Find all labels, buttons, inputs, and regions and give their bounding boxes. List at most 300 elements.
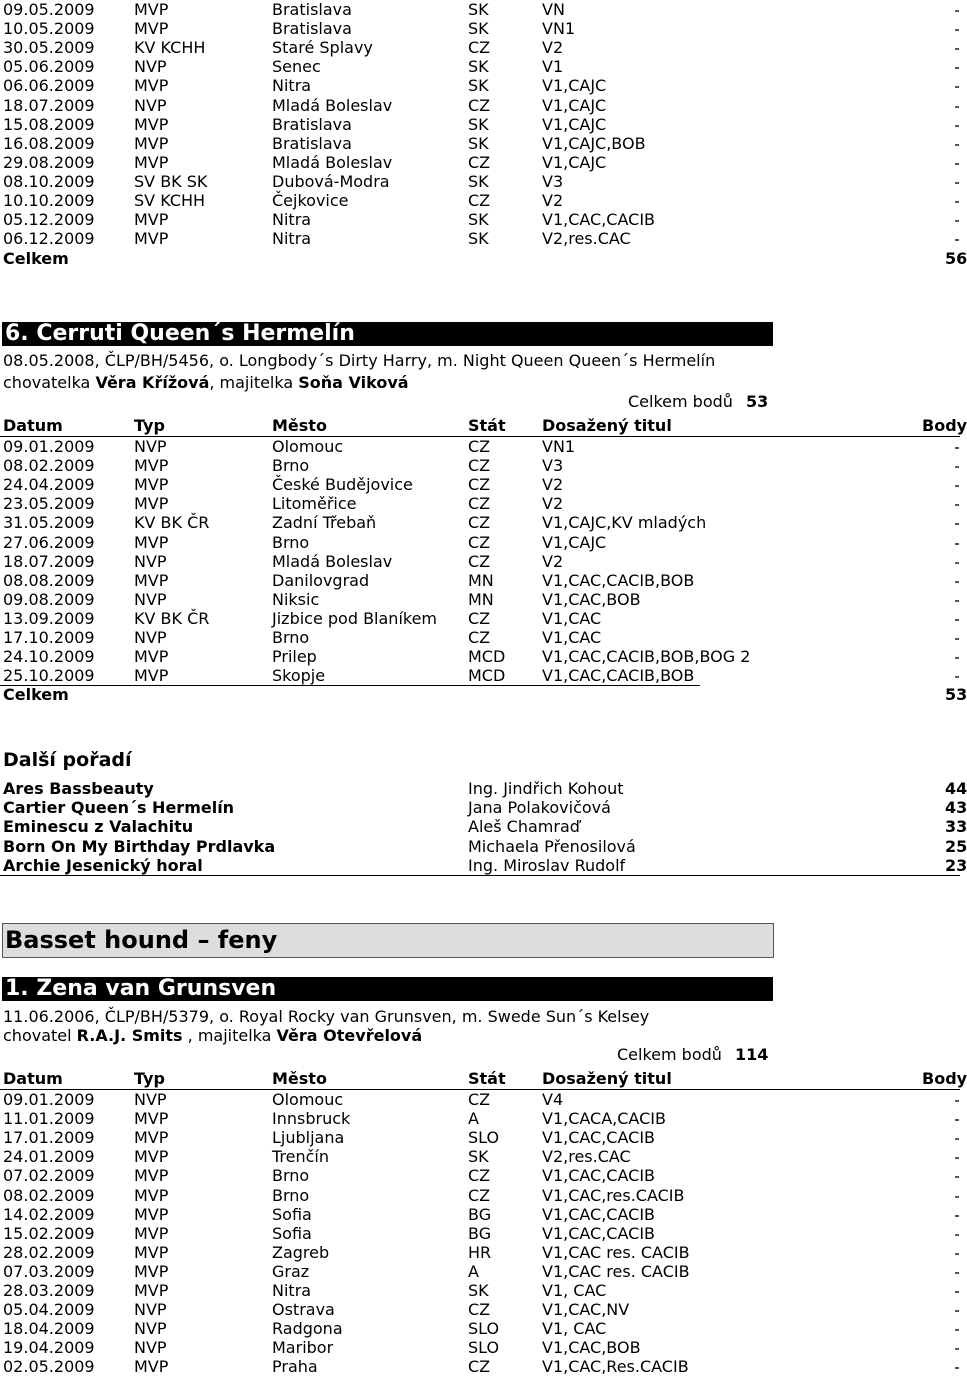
points-marker xyxy=(955,29,959,31)
cell-city: Maribor xyxy=(272,1338,334,1358)
total-row: Celkem 53 xyxy=(3,685,967,704)
cell-date: 06.12.2009 xyxy=(3,229,95,249)
cell-type: MVP xyxy=(134,666,169,686)
points-marker xyxy=(955,1157,959,1159)
cell-city: Mladá Boleslav xyxy=(272,551,393,571)
cell-type: MVP xyxy=(134,1223,169,1243)
cell-title: V4 xyxy=(542,1090,564,1109)
cell-city: Mladá Boleslav xyxy=(272,95,393,115)
cell-title: V2 xyxy=(542,494,564,514)
cell-title: VN xyxy=(542,0,565,19)
owner-name: Soňa Viková xyxy=(298,373,409,392)
points-marker xyxy=(955,543,959,545)
cell-city: Brno xyxy=(272,628,310,647)
cell-date: 05.04.2009 xyxy=(3,1300,95,1320)
cell-city: Nitra xyxy=(272,76,312,96)
dog-breeder-owner: chovatel R.A.J. Smits , majitelka Věra Otevřelová xyxy=(3,1026,423,1045)
cell-country: CZ xyxy=(468,513,491,533)
cell-country: SK xyxy=(468,133,489,153)
table-row xyxy=(0,1319,960,1338)
cell-city: Sofia xyxy=(272,1204,312,1224)
cell-city: Bratislava xyxy=(272,19,352,39)
cell-title: V1,CAC xyxy=(542,628,602,647)
cell-title: V1,CAC,CACIB,BOB,BOG 2 xyxy=(542,647,751,667)
points-marker xyxy=(955,86,959,88)
table-row xyxy=(0,38,960,57)
cell-country: CZ xyxy=(468,608,491,628)
table-row xyxy=(0,210,960,229)
table-row xyxy=(0,19,960,38)
cell-title: V1,CAC,NV xyxy=(542,1300,630,1320)
points-marker xyxy=(955,1100,959,1102)
cell-country: SK xyxy=(468,1147,489,1167)
cell-country: MN xyxy=(468,589,494,609)
points-marker xyxy=(955,523,959,525)
cell-city: Bratislava xyxy=(272,0,352,19)
points-marker xyxy=(955,239,959,241)
cell-country: CZ xyxy=(468,38,491,58)
cell-type: MVP xyxy=(134,229,169,249)
table-row xyxy=(0,115,960,134)
cell-type: MVP xyxy=(134,1185,169,1205)
cell-country: BG xyxy=(468,1204,492,1224)
dog-title-bar: 1. Zena van Grunsven xyxy=(2,977,773,1001)
points-marker xyxy=(955,163,959,165)
total-label: Celkem xyxy=(3,249,69,268)
list-item xyxy=(0,855,967,875)
owner-name: Aleš Chamraď xyxy=(468,817,580,837)
cell-country: CZ xyxy=(468,494,491,514)
cell-date: 10.05.2009 xyxy=(3,19,95,39)
cell-title: V1,CAC,BOB xyxy=(542,1338,641,1358)
points-marker xyxy=(955,676,959,678)
table-row xyxy=(0,456,960,475)
dog-title-bar: 6. Cerruti Queen´s Hermelín xyxy=(2,322,773,346)
owner-name: Věra Otevřelová xyxy=(276,1026,423,1045)
points-value: 53 xyxy=(746,392,769,411)
cell-type: MVP xyxy=(134,210,169,230)
list-item xyxy=(0,817,967,837)
cell-city: Čejkovice xyxy=(272,191,349,210)
cell-type: MVP xyxy=(134,475,169,495)
cell-type: NVP xyxy=(134,589,167,609)
points-marker xyxy=(955,106,959,108)
points-marker xyxy=(955,657,959,659)
cell-city: Radgona xyxy=(272,1319,343,1339)
table-row xyxy=(0,96,960,115)
table-row xyxy=(0,229,960,248)
cell-type: MVP xyxy=(134,647,169,667)
cell-date: 14.02.2009 xyxy=(3,1204,95,1224)
cell-city: Bratislava xyxy=(272,133,352,153)
points-marker xyxy=(955,1348,959,1350)
table-row xyxy=(0,1090,960,1109)
cell-date: 06.06.2009 xyxy=(3,76,95,96)
cell-date: 16.08.2009 xyxy=(3,133,95,153)
cell-country: CZ xyxy=(468,152,491,172)
cell-type: NVP xyxy=(134,57,167,77)
points-marker xyxy=(955,144,959,146)
owner-name: Jana Polakovičová xyxy=(468,798,611,818)
cell-date: 25.10.2009 xyxy=(3,666,95,686)
cell-city: Brno xyxy=(272,1166,310,1186)
points-marker xyxy=(955,1119,959,1121)
cell-country: A xyxy=(468,1109,479,1129)
cell-city: Litoměřice xyxy=(272,494,357,514)
points-marker xyxy=(955,600,959,602)
cell-city: Ostrava xyxy=(272,1300,335,1320)
breeder-name: R.A.J. Smits xyxy=(76,1026,183,1045)
cell-date: 09.08.2009 xyxy=(3,589,95,609)
cell-country: BG xyxy=(468,1223,492,1243)
table-row xyxy=(0,666,960,685)
points-marker xyxy=(955,125,959,127)
table-row xyxy=(0,1300,960,1319)
cell-country: SK xyxy=(468,0,489,19)
cell-country: CZ xyxy=(468,456,491,476)
points-marker xyxy=(955,67,959,69)
points-summary: Celkem bodů 53 xyxy=(628,392,769,411)
table-row xyxy=(0,1224,960,1243)
points: 43 xyxy=(945,798,967,818)
cell-title: V1,CAJC xyxy=(542,532,607,552)
cell-type: MVP xyxy=(134,76,169,96)
table-row xyxy=(0,172,960,191)
points: 23 xyxy=(945,855,967,875)
cell-country: CZ xyxy=(468,551,491,571)
points-marker xyxy=(955,1291,959,1293)
cell-country: MCD xyxy=(468,647,506,667)
points-marker xyxy=(955,619,959,621)
cell-title: V2 xyxy=(542,551,564,571)
cell-type: MVP xyxy=(134,1166,169,1186)
cell-date: 13.09.2009 xyxy=(3,608,95,628)
total-row xyxy=(0,249,967,268)
cell-date: 05.06.2009 xyxy=(3,57,95,77)
cell-city: Olomouc xyxy=(272,1090,344,1109)
cell-title: V2 xyxy=(542,475,564,495)
points-marker xyxy=(955,466,959,468)
cell-country: HR xyxy=(468,1242,492,1262)
cell-date: 30.05.2009 xyxy=(3,38,95,58)
cell-title: V2 xyxy=(542,191,564,210)
table-row xyxy=(0,1166,960,1185)
cell-country: MCD xyxy=(468,666,506,686)
table-row xyxy=(0,1338,960,1357)
cell-title: V1,CAJC,KV mladých xyxy=(542,513,707,533)
cell-type: NVP xyxy=(134,551,167,571)
cell-title: V1,CAC,CACIB xyxy=(542,1128,656,1148)
points-marker xyxy=(955,1272,959,1274)
cell-city: Zagreb xyxy=(272,1242,330,1262)
owner-name: Ing. Miroslav Rudolf xyxy=(468,855,626,875)
points-marker xyxy=(955,201,959,203)
table-row xyxy=(0,533,960,552)
cell-country: SK xyxy=(468,19,489,39)
table-row xyxy=(0,76,960,95)
cell-date: 10.10.2009 xyxy=(3,191,95,210)
table-row xyxy=(0,191,960,210)
cell-city: Jizbice pod Blaníkem xyxy=(272,608,438,628)
cell-city: Trenčín xyxy=(272,1147,330,1167)
cell-date: 17.01.2009 xyxy=(3,1128,95,1148)
points-marker xyxy=(955,1253,959,1255)
cell-title: V1,CAC,CACIB xyxy=(542,210,656,230)
points-marker xyxy=(955,10,959,12)
cell-type: KV BK ČR xyxy=(134,513,210,533)
cell-country: SK xyxy=(468,229,489,249)
cell-city: Graz xyxy=(272,1261,310,1281)
cell-date: 23.05.2009 xyxy=(3,494,95,514)
cell-type: NVP xyxy=(134,1090,167,1109)
cell-date: 24.10.2009 xyxy=(3,647,95,667)
cell-city: Olomouc xyxy=(272,437,344,456)
points-marker xyxy=(955,581,959,583)
cell-date: 18.07.2009 xyxy=(3,95,95,115)
cell-type: MVP xyxy=(134,0,169,19)
cell-country: SLO xyxy=(468,1128,500,1148)
cell-title: V1, CAC xyxy=(542,1281,607,1300)
cell-city: Niksic xyxy=(272,589,320,609)
cell-date: 05.12.2009 xyxy=(3,210,95,230)
cell-title: V1,CAC,BOB xyxy=(542,589,641,609)
cell-country: CZ xyxy=(468,1185,491,1205)
points-summary: Celkem bodů 114 xyxy=(617,1045,769,1064)
cell-type: NVP xyxy=(134,437,167,456)
points-marker xyxy=(955,220,959,222)
table-row xyxy=(0,494,960,513)
cell-city: České Budějovice xyxy=(272,475,413,495)
cell-title: V1,CAC xyxy=(542,608,602,628)
cell-type: MVP xyxy=(134,1261,169,1281)
cell-city: Bratislava xyxy=(272,114,352,134)
cell-type: MVP xyxy=(134,1242,169,1262)
points-marker xyxy=(955,485,959,487)
table-row xyxy=(0,1357,960,1376)
cell-city: Mladá Boleslav xyxy=(272,152,393,172)
cell-title: V1,CAC,CACIB xyxy=(542,1223,656,1243)
table-row xyxy=(0,134,960,153)
points-marker xyxy=(955,1196,959,1198)
cell-type: KV BK ČR xyxy=(134,608,210,628)
cell-city: Senec xyxy=(272,57,321,77)
table-row xyxy=(0,609,960,628)
cell-title: V2,res.CAC xyxy=(542,229,631,249)
cell-date: 15.08.2009 xyxy=(3,114,95,134)
table-header: Datum Typ Město Stát Dosažený titul Body xyxy=(3,416,967,435)
cell-type: MVP xyxy=(134,1128,169,1148)
cell-date: 07.03.2009 xyxy=(3,1261,95,1281)
dog-name: Ares Bassbeauty xyxy=(3,779,154,798)
cell-country: CZ xyxy=(468,437,491,456)
cell-title: V1,CAC,CACIB,BOB xyxy=(542,570,695,590)
cell-date: 18.04.2009 xyxy=(3,1319,95,1339)
cell-city: Zadní Třebaň xyxy=(272,513,377,533)
cell-type: MVP xyxy=(134,114,169,134)
table-row xyxy=(0,153,960,172)
table-row xyxy=(0,1147,960,1166)
list-item xyxy=(0,836,967,856)
points-marker xyxy=(955,48,959,50)
owner-name: Ing. Jindřich Kohout xyxy=(468,779,624,798)
table-row xyxy=(0,1205,960,1224)
breed-title: Basset hound – feny xyxy=(2,923,774,958)
cell-title: V1,CAC,CACIB xyxy=(542,1204,656,1224)
list-item xyxy=(0,798,967,818)
dog-info: 11.06.2006, ČLP/BH/5379, o. Royal Rocky van Grunsven, m. Swede Sun´s Kelsey xyxy=(3,1007,650,1026)
table-row xyxy=(0,1128,960,1147)
points-marker xyxy=(955,638,959,640)
table-row xyxy=(0,1186,960,1205)
cell-type: MVP xyxy=(134,1281,169,1300)
points-marker xyxy=(955,1176,959,1178)
cell-type: MVP xyxy=(134,133,169,153)
cell-type: MVP xyxy=(134,532,169,552)
table-row xyxy=(0,552,960,571)
cell-title: V1,CAC res. CACIB xyxy=(542,1261,690,1281)
cell-date: 08.10.2009 xyxy=(3,171,95,191)
cell-country: CZ xyxy=(468,628,491,647)
table-row xyxy=(0,571,960,590)
cell-date: 17.10.2009 xyxy=(3,628,95,647)
list-item xyxy=(0,779,967,798)
cell-title: V1, CAC xyxy=(542,1319,607,1339)
cell-date: 08.02.2009 xyxy=(3,456,95,476)
cell-date: 08.08.2009 xyxy=(3,570,95,590)
points-marker xyxy=(955,1234,959,1236)
cell-city: Staré Splavy xyxy=(272,38,373,58)
cell-city: Brno xyxy=(272,532,310,552)
cell-date: 24.01.2009 xyxy=(3,1147,95,1167)
dog-name: Archie Jesenický horal xyxy=(3,855,203,875)
total-value: 56 xyxy=(945,249,967,268)
table-row xyxy=(0,0,960,19)
points: 33 xyxy=(945,817,967,837)
points-marker xyxy=(955,447,959,449)
dog-name: Eminescu z Valachitu xyxy=(3,817,194,837)
cell-type: NVP xyxy=(134,95,167,115)
cell-title: V3 xyxy=(542,171,564,191)
points: 25 xyxy=(945,836,967,856)
table-row xyxy=(0,475,960,494)
cell-type: NVP xyxy=(134,628,167,647)
breeder-name: Věra Křížová xyxy=(95,373,210,392)
cell-type: SV BK SK xyxy=(134,171,208,191)
cell-title: V1,CAC res. CACIB xyxy=(542,1242,690,1262)
cell-country: CZ xyxy=(468,1090,491,1109)
cell-title: VN1 xyxy=(542,437,576,456)
cell-city: Nitra xyxy=(272,229,312,249)
cell-title: V1,CAC,Res.CACIB xyxy=(542,1357,689,1377)
table-row xyxy=(0,1243,960,1262)
cell-type: MVP xyxy=(134,152,169,172)
cell-date: 29.08.2009 xyxy=(3,152,95,172)
cell-city: Praha xyxy=(272,1357,318,1377)
points-marker xyxy=(955,1310,959,1312)
points-marker xyxy=(955,1138,959,1140)
cell-date: 11.01.2009 xyxy=(3,1109,95,1129)
points-marker xyxy=(955,1367,959,1369)
cell-title: V2,res.CAC xyxy=(542,1147,631,1167)
cell-type: NVP xyxy=(134,1338,167,1358)
points: 44 xyxy=(945,779,967,798)
cell-title: V2 xyxy=(542,38,564,58)
points-marker xyxy=(955,1329,959,1331)
cell-type: MVP xyxy=(134,1147,169,1167)
cell-title: V1,CACA,CACIB xyxy=(542,1109,666,1129)
cell-city: Skopje xyxy=(272,666,326,686)
cell-type: NVP xyxy=(134,1319,167,1339)
cell-country: CZ xyxy=(468,532,491,552)
cell-title: V1 xyxy=(542,57,564,77)
cell-title: V1,CAJC xyxy=(542,114,607,134)
cell-title: V1,CAJC xyxy=(542,152,607,172)
cell-country: SK xyxy=(468,1281,489,1300)
cell-date: 19.04.2009 xyxy=(3,1338,95,1358)
cell-date: 09.01.2009 xyxy=(3,1090,95,1109)
cell-date: 15.02.2009 xyxy=(3,1223,95,1243)
cell-title: V1,CAC,CACIB xyxy=(542,1166,656,1186)
cell-country: SLO xyxy=(468,1319,500,1339)
cell-city: Dubová-Modra xyxy=(272,171,390,191)
cell-type: MVP xyxy=(134,1357,169,1377)
cell-city: Brno xyxy=(272,456,310,476)
dog-breeder-owner: chovatelka Věra Křížová, majitelka Soňa Viková xyxy=(3,373,409,392)
points-marker xyxy=(955,1215,959,1217)
cell-type: MVP xyxy=(134,494,169,514)
dog-name: Cartier Queen´s Hermelín xyxy=(3,798,235,818)
cell-type: NVP xyxy=(134,1300,167,1320)
cell-type: MVP xyxy=(134,1109,169,1129)
cell-city: Nitra xyxy=(272,210,312,230)
cell-city: Innsbruck xyxy=(272,1109,351,1129)
cell-country: CZ xyxy=(468,1357,491,1377)
points-marker xyxy=(955,182,959,184)
cell-country: SK xyxy=(468,210,489,230)
cell-title: V1,CAJC xyxy=(542,76,607,96)
cell-date: 07.02.2009 xyxy=(3,1166,95,1186)
cell-country: MN xyxy=(468,570,494,590)
table-row xyxy=(0,57,960,76)
cell-country: CZ xyxy=(468,1300,491,1320)
cell-date: 28.03.2009 xyxy=(3,1281,95,1300)
cell-title: VN1 xyxy=(542,19,576,39)
cell-city: Brno xyxy=(272,1185,310,1205)
cell-date: 08.02.2009 xyxy=(3,1185,95,1205)
cell-date: 27.06.2009 xyxy=(3,532,95,552)
cell-country: SK xyxy=(468,57,489,77)
table-row xyxy=(0,628,960,647)
cell-type: MVP xyxy=(134,19,169,39)
cell-title: V1,CAJC xyxy=(542,95,607,115)
cell-date: 02.05.2009 xyxy=(3,1357,95,1377)
points-marker xyxy=(955,504,959,506)
table-row xyxy=(0,647,960,666)
owner-name: Michaela Přenosilová xyxy=(468,836,636,856)
cell-date: 28.02.2009 xyxy=(3,1242,95,1262)
table-header: Datum Typ Město Stát Dosažený titul Body xyxy=(3,1069,967,1088)
cell-date: 09.01.2009 xyxy=(3,437,95,456)
table-row xyxy=(0,1109,960,1128)
table-row xyxy=(0,437,960,456)
cell-type: SV KCHH xyxy=(134,191,206,210)
cell-country: SK xyxy=(468,76,489,96)
cell-date: 18.07.2009 xyxy=(3,551,95,571)
cell-type: MVP xyxy=(134,1204,169,1224)
cell-type: KV KCHH xyxy=(134,38,206,58)
dog-info: 08.05.2008, ČLP/BH/5456, o. Longbody´s Dirty Harry, m. Night Queen Queen´s Hermelín xyxy=(3,351,716,370)
section-title: Další pořadí xyxy=(3,749,132,771)
